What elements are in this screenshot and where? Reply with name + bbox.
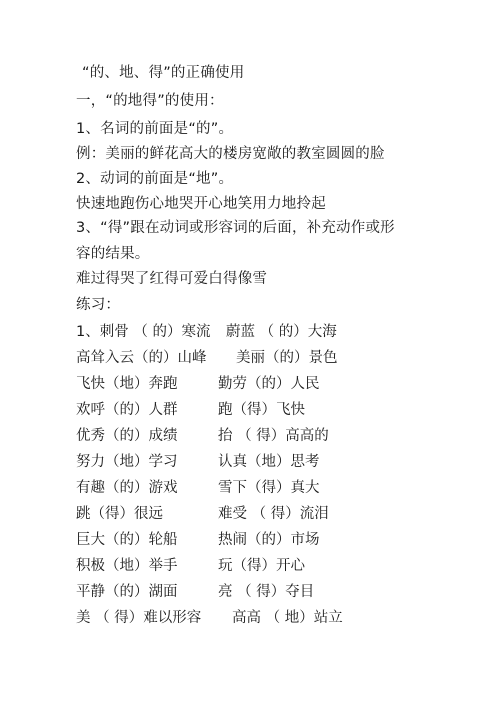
practice-item: 高耸入云（的）山峰 (76, 350, 207, 366)
practice-item: 认真（地）思考 (218, 454, 320, 470)
practice-item: 跳（得）很远 (76, 506, 163, 522)
practice-item: 热闹（的）市场 (218, 532, 320, 548)
practice-item: 优秀（的）成绩 (76, 428, 178, 444)
rule-3-example: 难过得哭了红得可爱白得像雪 (76, 271, 268, 287)
practice-item: 抬 （ 得）高高的 (218, 428, 329, 444)
practice-item: 巨大（的）轮船 (76, 532, 178, 548)
practice-item: 欢呼（的）人群 (76, 402, 178, 418)
practice-item: 积极（地）举手 (76, 558, 178, 574)
practice-item: 平静（的）湖面 (76, 584, 178, 600)
practice-item: 勤劳（的）人民 (218, 376, 320, 392)
section-heading: 一，“的地得”的使用： (76, 93, 224, 109)
practice-heading: 练习： (76, 297, 121, 313)
practice-item: 难受 （ 得）流泪 (218, 506, 329, 522)
practice-item: 蔚蓝 （ 的）大海 (226, 324, 337, 340)
rule-1: 1、名词的前面是“的”。 (76, 121, 234, 137)
practice-item: 有趣（的）游戏 (76, 480, 178, 496)
practice-item: 亮 （ 得）夺目 (218, 584, 315, 600)
practice-item: 美丽（的）景色 (236, 350, 338, 366)
practice-item: 跑（得）飞快 (218, 402, 305, 418)
rule-1-example: 例：美丽的鲜花高大的楼房宽敞的教室圆圆的脸 (76, 146, 385, 162)
practice-item: 玩（得）开心 (218, 558, 305, 574)
practice-item: 飞快（地）奔跑 (76, 376, 178, 392)
practice-item: 高高 （ 地）站立 (232, 610, 343, 626)
practice-item: 雪下（得）真大 (218, 480, 320, 496)
document-title: “的、地、得”的正确使用 (82, 65, 245, 81)
rule-3: 3、“得”跟在动词或形容词的后面，补充动作或形容的结果。 (76, 220, 395, 262)
rule-2-example: 快速地跑伤心地哭开心地笑用力地拎起 (76, 196, 326, 212)
practice-item: 美 （ 得）难以形容 (76, 610, 202, 626)
rule-2: 2、动词的前面是“地”。 (76, 171, 234, 187)
practice-item: 1、刺骨 （ 的）寒流 (76, 324, 211, 340)
practice-item: 努力（地）学习 (76, 454, 178, 470)
